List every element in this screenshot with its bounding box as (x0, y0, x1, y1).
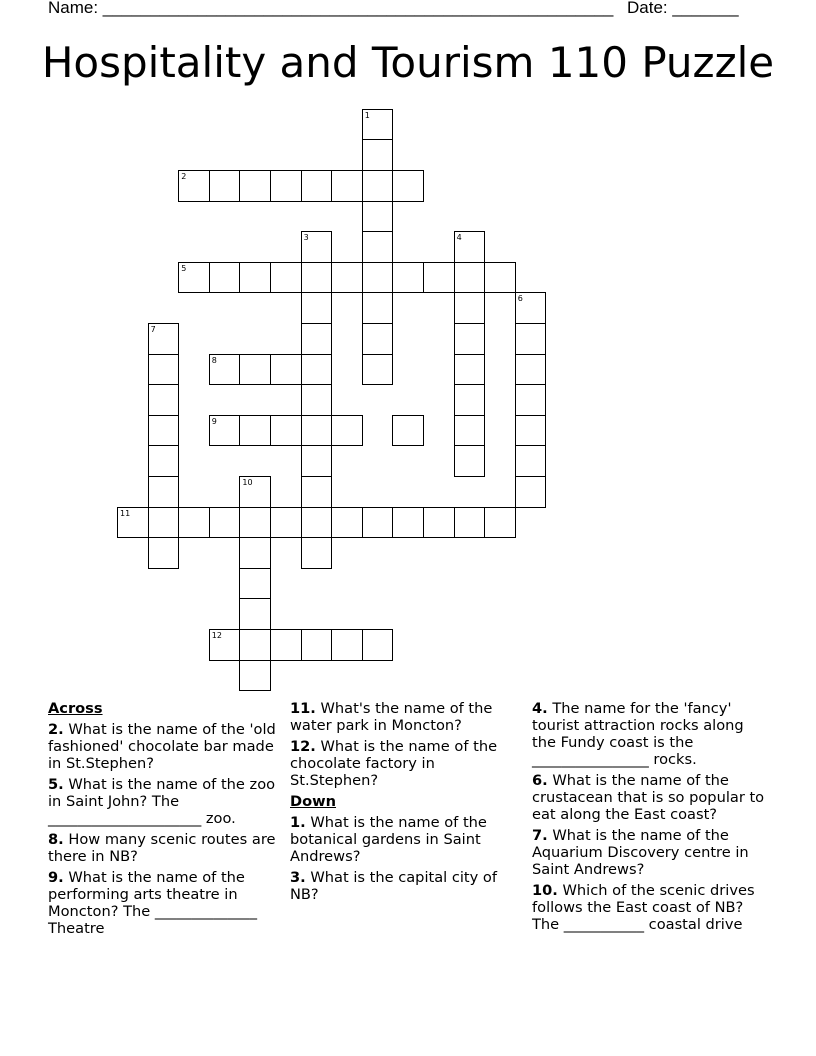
crossword-cell[interactable] (515, 323, 547, 355)
crossword-cell[interactable] (178, 262, 210, 294)
crossword-cell[interactable] (239, 262, 271, 294)
crossword-cell[interactable] (331, 415, 363, 447)
cell-number: 4 (456, 233, 462, 243)
crossword-cell[interactable] (362, 231, 394, 263)
crossword-cell[interactable] (148, 354, 180, 386)
clue-text: Which of the scenic drives follows the East coast of NB? The ___________ coastal drive (532, 882, 755, 933)
crossword-cell[interactable] (301, 537, 333, 569)
cell-number: 2 (181, 172, 187, 181)
clue-number: 11. (290, 700, 316, 717)
crossword-cell[interactable] (209, 170, 241, 202)
cell-number: 11 (120, 508, 131, 518)
crossword-cell[interactable] (301, 354, 333, 386)
clue-text: The name for the 'fancy' tourist attraction rocks along the Fundy coast is the ________________ rocks. (532, 700, 744, 768)
crossword-cell[interactable] (209, 629, 241, 661)
crossword-cell[interactable] (362, 354, 394, 386)
crossword-cell[interactable] (301, 262, 333, 294)
crossword-cell[interactable] (515, 445, 547, 477)
crossword-cell[interactable] (270, 354, 302, 386)
clue-number: 6. (532, 772, 548, 789)
clue-column-1 (48, 700, 278, 941)
cell-number: 8 (211, 355, 217, 365)
crossword-cell[interactable] (148, 384, 180, 416)
clue-number: 9. (48, 869, 64, 886)
clue-column-3 (532, 700, 772, 937)
clue-across-8 (48, 831, 278, 865)
clue-down-10 (532, 882, 772, 933)
clue-number: 5. (48, 776, 64, 793)
crossword-cell[interactable] (362, 262, 394, 294)
clue-down-7 (532, 827, 772, 878)
crossword-cell[interactable] (239, 660, 271, 692)
crossword-cell[interactable] (331, 507, 363, 539)
crossword-cell[interactable] (454, 445, 486, 477)
clue-number: 10. (532, 882, 558, 899)
crossword-cell[interactable] (362, 629, 394, 661)
crossword-cell[interactable] (423, 262, 455, 294)
clue-down-3 (290, 869, 520, 903)
crossword-cell[interactable] (362, 507, 394, 539)
clue-down-1 (290, 814, 520, 865)
crossword-cell[interactable] (515, 292, 547, 324)
crossword-cell[interactable] (239, 354, 271, 386)
name-field-label: Name: ______________________________________________________ (48, 0, 614, 17)
crossword-cell[interactable] (331, 629, 363, 661)
clue-number: 4. (532, 700, 548, 717)
crossword-cell[interactable] (301, 476, 333, 508)
crossword-cell[interactable] (454, 231, 486, 263)
date-field-label: Date: _______ (627, 0, 739, 17)
clue-text: What is the name of the 'old fashioned' chocolate bar made in St.Stephen? (48, 721, 276, 772)
clue-text: What is the name of the performing arts theatre in Moncton? The ______________ Theatre (48, 869, 258, 937)
clue-number: 2. (48, 721, 64, 738)
crossword-cell[interactable] (301, 231, 333, 263)
clue-down-6 (532, 772, 772, 823)
crossword-cell[interactable] (301, 292, 333, 324)
crossword-cell[interactable] (454, 384, 486, 416)
clue-text: How many scenic routes are there in NB? (48, 831, 276, 865)
crossword-cell[interactable] (392, 170, 424, 202)
cell-number: 9 (211, 416, 217, 426)
clue-text: What is the name of the Aquarium Discovery centre in Saint Andrews? (532, 827, 749, 878)
crossword-cell[interactable] (239, 415, 271, 447)
crossword-cell[interactable] (148, 537, 180, 569)
clue-number: 12. (290, 738, 316, 755)
crossword-cell[interactable] (301, 323, 333, 355)
crossword-cell[interactable] (239, 598, 271, 630)
cell-number: 3 (303, 233, 309, 243)
crossword-cell[interactable] (484, 262, 516, 294)
crossword-cell[interactable] (301, 629, 333, 661)
crossword-cell[interactable] (362, 323, 394, 355)
clue-across-5 (48, 776, 278, 827)
crossword-cell[interactable] (209, 507, 241, 539)
crossword-cell[interactable] (515, 354, 547, 386)
crossword-cell[interactable] (239, 170, 271, 202)
clue-text: What's the name of the water park in Moncton? (290, 700, 493, 734)
clue-across-11 (290, 700, 520, 734)
crossword-cell[interactable] (362, 201, 394, 233)
clue-text: What is the name of the crustacean that is so popular to eat along the East coast? (532, 772, 765, 823)
crossword-cell[interactable] (515, 476, 547, 508)
clue-text: What is the name of the zoo in Saint John? The _____________________ zoo. (48, 776, 276, 827)
crossword-cell[interactable] (148, 445, 180, 477)
crossword-cell[interactable] (392, 415, 424, 447)
cell-number: 10 (242, 478, 253, 487)
clue-text: What is the name of the botanical gardens in Saint Andrews? (290, 814, 487, 865)
crossword-cell[interactable] (117, 507, 149, 539)
crossword-cell[interactable] (392, 507, 424, 539)
crossword-cell[interactable] (301, 507, 333, 539)
crossword-cell[interactable] (362, 170, 394, 202)
crossword-cell[interactable] (209, 262, 241, 294)
crossword-cell[interactable] (270, 170, 302, 202)
crossword-cell[interactable] (362, 109, 394, 141)
clue-text: What is the name of the chocolate factory in St.Stephen? (290, 738, 498, 789)
crossword-cell[interactable] (301, 445, 333, 477)
crossword-cell[interactable] (270, 262, 302, 294)
crossword-cell[interactable] (362, 292, 394, 324)
crossword-cell[interactable] (239, 507, 271, 539)
across-heading: Across (48, 700, 103, 717)
crossword-cell[interactable] (148, 507, 180, 539)
crossword-cell[interactable] (178, 170, 210, 202)
clue-down-4 (532, 700, 772, 768)
cell-number: 7 (150, 325, 156, 334)
crossword-cell[interactable] (301, 384, 333, 416)
cell-number: 6 (517, 294, 523, 304)
crossword-cell[interactable] (362, 139, 394, 171)
crossword-cell[interactable] (209, 415, 241, 447)
crossword-cell[interactable] (423, 507, 455, 539)
crossword-cell[interactable] (148, 323, 180, 355)
crossword-cell[interactable] (148, 415, 180, 447)
crossword-cell[interactable] (515, 384, 547, 416)
clue-text: What is the capital city of NB? (290, 869, 497, 903)
crossword-cell[interactable] (301, 170, 333, 202)
crossword-cell[interactable] (331, 262, 363, 294)
crossword-cell[interactable] (454, 262, 486, 294)
crossword-cell[interactable] (515, 415, 547, 447)
crossword-cell[interactable] (239, 568, 271, 600)
clue-column-2 (290, 700, 520, 907)
cell-number: 1 (364, 110, 370, 120)
crossword-cell[interactable] (209, 354, 241, 386)
crossword-cell[interactable] (454, 415, 486, 447)
crossword-cell[interactable] (239, 476, 271, 508)
crossword-cell[interactable] (239, 629, 271, 661)
crossword-cell[interactable] (454, 354, 486, 386)
crossword-cell[interactable] (454, 292, 486, 324)
down-heading: Down (290, 793, 337, 810)
clue-across-9 (48, 869, 278, 937)
clue-number: 7. (532, 827, 548, 844)
crossword-cell[interactable] (392, 262, 424, 294)
crossword-cell[interactable] (484, 507, 516, 539)
crossword-cell[interactable] (239, 537, 271, 569)
crossword-cell[interactable] (270, 629, 302, 661)
cell-number: 5 (181, 263, 187, 273)
crossword-cell[interactable] (454, 323, 486, 355)
crossword-cell[interactable] (331, 170, 363, 202)
crossword-cell[interactable] (301, 415, 333, 447)
clue-number: 1. (290, 814, 306, 831)
crossword-cell[interactable] (270, 415, 302, 447)
cell-number: 12 (211, 631, 222, 640)
crossword-cell[interactable] (270, 507, 302, 539)
clue-number: 8. (48, 831, 64, 848)
crossword-cell[interactable] (454, 507, 486, 539)
clue-across-2 (48, 721, 278, 772)
page-title: Hospitality and Tourism 110 Puzzle (41, 38, 775, 87)
crossword-cell[interactable] (148, 476, 180, 508)
clue-across-12 (290, 738, 520, 789)
crossword-cell[interactable] (178, 507, 210, 539)
clue-number: 3. (290, 869, 306, 886)
